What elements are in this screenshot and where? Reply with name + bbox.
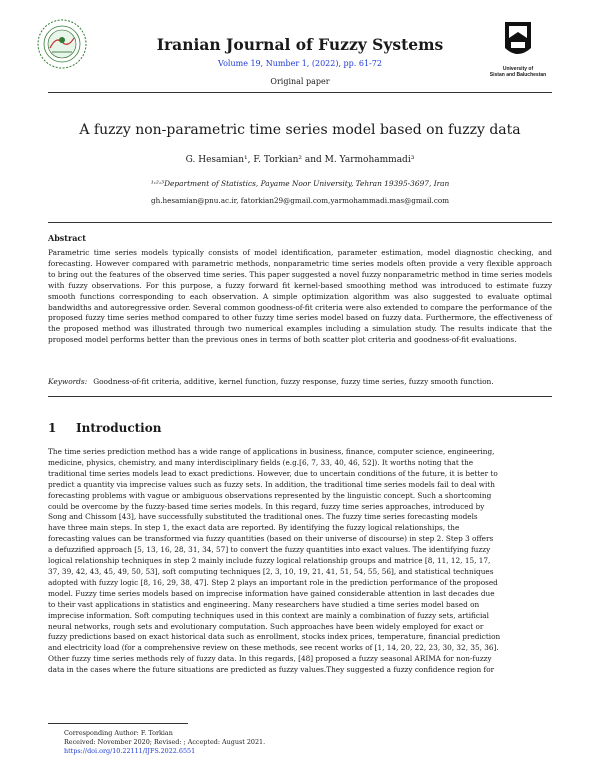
intro-line: imprecise information. Soft computing techniques used in this context are mainly a combination of fuzzy sets, artificial — [48, 610, 489, 620]
paper-type: Original paper — [270, 77, 330, 86]
keywords-label: Keywords: — [48, 377, 88, 386]
corresponding-author: Corresponding Author: F. Torkian — [64, 729, 173, 737]
abstract-heading: Abstract — [48, 233, 86, 243]
intro-line: have three main steps. In step 1, the exact data are reported. By identifying the fuzzy logical relationships, the — [48, 523, 460, 533]
footnotes — [64, 729, 265, 757]
intro-line: model. Fuzzy time series models based on imprecise information have gained considerable attention in last decades due — [48, 588, 495, 598]
doi-link[interactable]: https://doi.org/10.22111/IJFS.2022.6551 — [64, 747, 196, 756]
intro-line: predict a quantity via imprecise values such as fuzzy sets. In addition, the traditional time series models fail to deal with — [48, 479, 495, 489]
logo-caption-line-2: Sistan and Baluchestan — [489, 72, 547, 78]
abstract-bottom-rule — [48, 396, 552, 397]
intro-line: could be overcome by the fuzzy-based time series models. In this regard, fuzzy time series approaches, introduced by — [48, 501, 485, 511]
introduction-text — [48, 447, 552, 676]
intro-line: data in the cases where the future situations are predicted as fuzzy values.They suggested a fuzzy confidence region for — [48, 665, 495, 675]
journal-title: Iranian Journal of Fuzzy Systems — [156, 35, 444, 54]
keywords-list: Goodness-of-fit criteria, additive, kernel function, fuzzy response, fuzzy time series, fuzzy smooth function. — [93, 377, 494, 386]
abstract-text: Parametric time series models typically consists of model identification, parameter estimation, model diagnostic checking, and forecasting. However compared with parametric methods, nonparametric time series models often provide a very flexible approach to bring out the features of the observed time series. This paper suggested a novel fuzzy nonparametric method in time series models with fuzzy observations. For this purpose, a fuzzy forward fit kernel-based smoothing method was introduced to estimate fuzzy smooth functions corresponding to each observation. A simple optimization algorithm was also suggested to evaluate optimal bandwidths and autoregressive order. Several common goodness-of-fit criteria were also extended to compare the performance of the proposed fuzzy time series method compared to other fuzzy time series model based on fuzzy data. Furthermore, the effectiveness of the proposed method was illustrated through two numerical examples including a simulation study. The results indicate that the proposed model performs better than the previous ones in terms of both scatter plot criteria and goodness-of-fit evaluations. — [48, 248, 552, 345]
intro-line: Other fuzzy time series methods rely of fuzzy data. In this regards, [48] proposed a fuzzy seasonal ARIMA for non-fuzzy — [48, 654, 492, 664]
intro-line: neural networks, rough sets and evolutionary computation. Such approaches have been widely employed for exact or — [48, 621, 484, 631]
section-number: 1 — [48, 421, 57, 435]
intro-line: 37, 39, 42, 43, 45, 49, 50, 53], soft computing techniques [2, 3, 10, 19, 21, 41, 51, 54, 55, 56], and statistical techniques — [48, 566, 494, 576]
intro-line: medicine, physics, chemistry, and many interdisciplinary fields (e.g.[6, 7, 33, 40, 46, 52]). It worths noting that the — [48, 457, 474, 467]
intro-line: a defuzzified approach [5, 13, 16, 28, 31, 34, 57] to convert the fuzzy quantities into exact values. The identifying fuzzy — [48, 545, 491, 555]
authors: G. Hesamian¹, F. Torkian² and M. Yarmohammadi³ — [185, 155, 415, 165]
header-rule — [48, 92, 552, 93]
intro-line: logical relationship techniques in step 2 mainly include fuzzy logical relationship groups and matrice [8, 11, 12, 15, 17, — [48, 556, 491, 566]
keywords — [48, 377, 552, 388]
intro-line: and electricity load (for a comprehensive review on these methods, see recent works of [1, 14, 20, 22, 23, 30, 32, 35, 36]. — [48, 643, 499, 653]
paper-title: A fuzzy non-parametric time series model based on fuzzy data — [79, 122, 521, 138]
footnote-rule — [48, 723, 188, 724]
affiliation: ¹˒²˒³Department of Statistics, Payame Noor University, Tehran 19395-3697, Iran — [150, 179, 450, 188]
abstract-top-rule — [48, 222, 552, 223]
intro-line: Song and Chissom [43], have successfully substituted the traditional ones. The fuzzy time series forecasting models — [48, 512, 478, 522]
intro-line: traditional time series models lead to exact predictions. However, due to uncertain conditions of the future, it is better to — [48, 468, 498, 478]
intro-line: forecasting problems with vague or ambiguous observations represented by the linguistic concept. Such a shortcoming — [48, 490, 492, 500]
author-emails: gh.hesamian@pnu.ac.ir, fatorkian29@gmail.com,yarmohammadi.mas@gmail.com — [150, 196, 450, 205]
intro-line: to their vast applications in statistics and engineering. Many researchers have studied a time series model based on — [48, 599, 480, 609]
intro-line: adopted with fuzzy logic [8, 16, 29, 38, 47]. Step 2 plays an important role in the prediction performance of the proposed — [48, 577, 498, 587]
volume-info-link[interactable]: Volume 19, Number 1, (2022), pp. 61-72 — [218, 59, 382, 68]
intro-line: fuzzy predictions based on exact historical data such as enrollment, stocks index prices, temperature, financial prediction — [48, 632, 501, 642]
logo-caption-line-1: University of — [502, 66, 534, 72]
received-dates: Received: November 2020; Revised: ; Accepted: August 2021. — [64, 738, 266, 747]
intro-line: The time series prediction method has a wide range of applications in business, finance, computer science, engineering, — [48, 447, 495, 456]
intro-line: forecasting values can be transformed via fuzzy quantities (based on their universe of discourse) in step 2. Step 3 offers — [48, 534, 494, 544]
section-heading — [48, 421, 161, 435]
section-title: Introduction — [76, 421, 162, 435]
